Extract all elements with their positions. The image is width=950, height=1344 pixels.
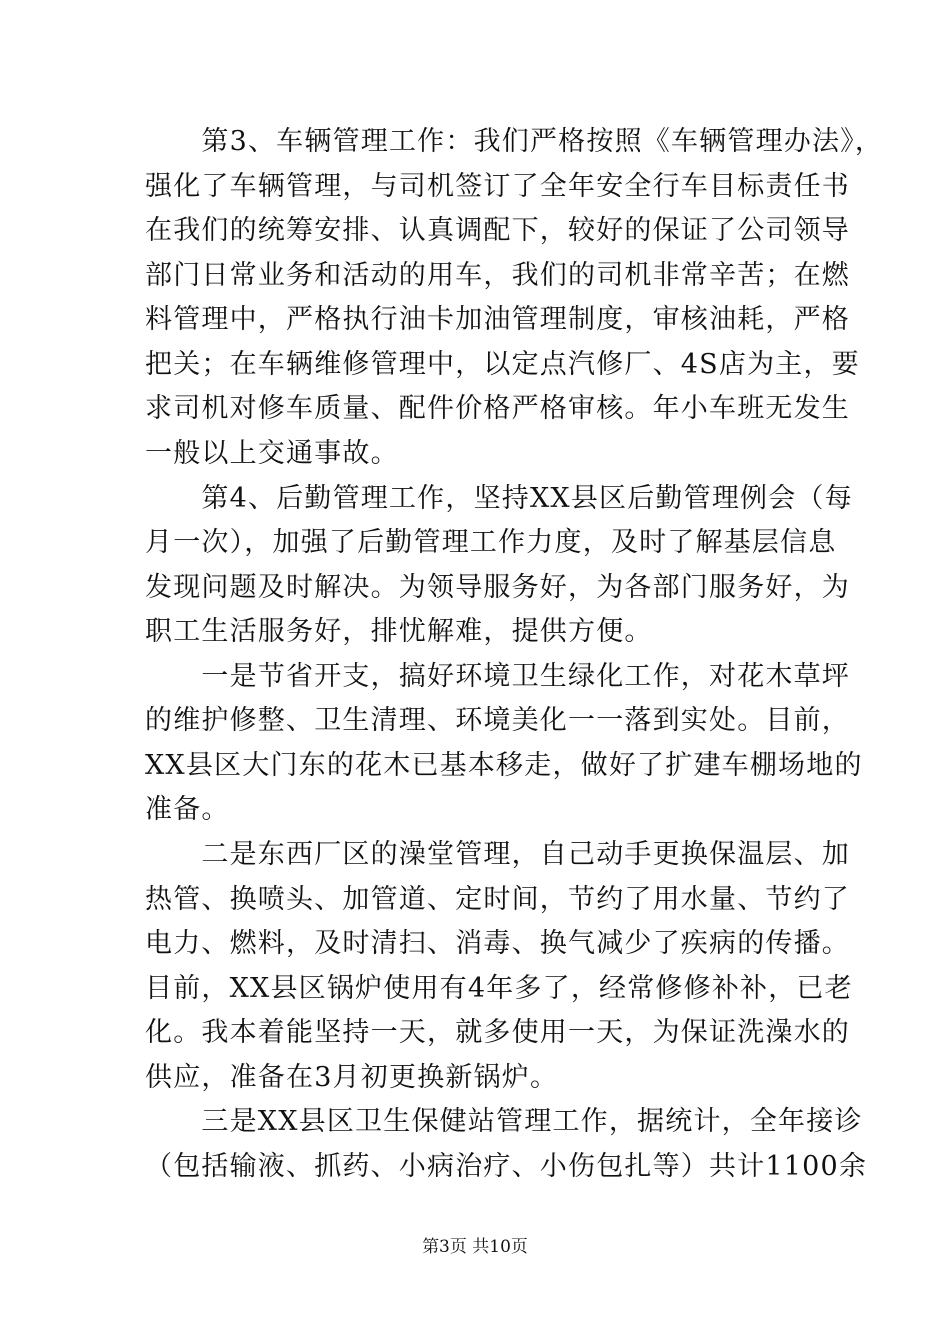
page-number-footer: 第3页 共10页: [422, 1237, 528, 1257]
body-text-line: XX县区大门东的花木已基本移走，做好了扩建车棚场地的: [145, 750, 863, 781]
body-text-line: 强化了车辆管理，与司机签订了全年安全行车目标责任书: [145, 171, 850, 202]
body-text-line: 的维护修整、卫生清理、环境美化一一落到实处。目前，: [145, 705, 850, 736]
body-text-line: 一般以上交通事故。: [145, 438, 399, 469]
body-text-line: （包括输液、抓药、小病治疗、小伤包扎等）共计1100余: [145, 1151, 868, 1182]
body-text-line: 在我们的统筹安排、认真调配下，较好的保证了公司领导: [145, 215, 850, 246]
body-text-line: 第4、后勤管理工作，坚持XX县区后勤管理例会（每: [145, 483, 853, 514]
body-text-line: 目前，XX县区锅炉使用有4年多了，经常修修补补，已老: [145, 973, 853, 1004]
body-text-line: 电力、燃料，及时清扫、消毒、换气减少了疾病的传播。: [145, 928, 850, 959]
body-text-line: 二是东西厂区的澡堂管理，自己动手更换保温层、加: [145, 839, 850, 870]
body-text-line: 月一次），加强了后勤管理工作力度，及时了解基层信息: [145, 527, 837, 558]
body-text-line: 职工生活服务好，排忧解难，提供方便。: [145, 616, 653, 647]
body-text-line: 准备。: [145, 794, 230, 825]
body-text-line: 第3、车辆管理工作：我们严格按照《车辆管理办法》，: [145, 126, 884, 157]
body-text-line: 三是XX县区卫生保健站管理工作，据统计，全年接诊: [145, 1106, 863, 1137]
body-text-line: 部门日常业务和活动的用车，我们的司机非常辛苦；在燃: [145, 260, 850, 291]
body-text-line: 化。我本着能坚持一天，就多使用一天，为保证洗澡水的: [145, 1017, 850, 1048]
body-text-line: 发现问题及时解决。为领导服务好，为各部门服务好，为: [145, 572, 850, 603]
body-text-line: 供应，准备在3月初更换新锅炉。: [145, 1062, 559, 1093]
body-text-line: 料管理中，严格执行油卡加油管理制度，审核油耗，严格: [145, 304, 850, 335]
body-text-line: 热管、换喷头、加管道、定时间，节约了用水量、节约了: [145, 884, 850, 915]
body-text-line: 求司机对修车质量、配件价格严格审核。年小车班无发生: [145, 393, 850, 424]
body-text-line: 把关；在车辆维修管理中，以定点汽修厂、4S店为主，要: [145, 349, 860, 380]
body-text-line: 一是节省开支，搞好环境卫生绿化工作，对花木草坪: [145, 661, 850, 692]
